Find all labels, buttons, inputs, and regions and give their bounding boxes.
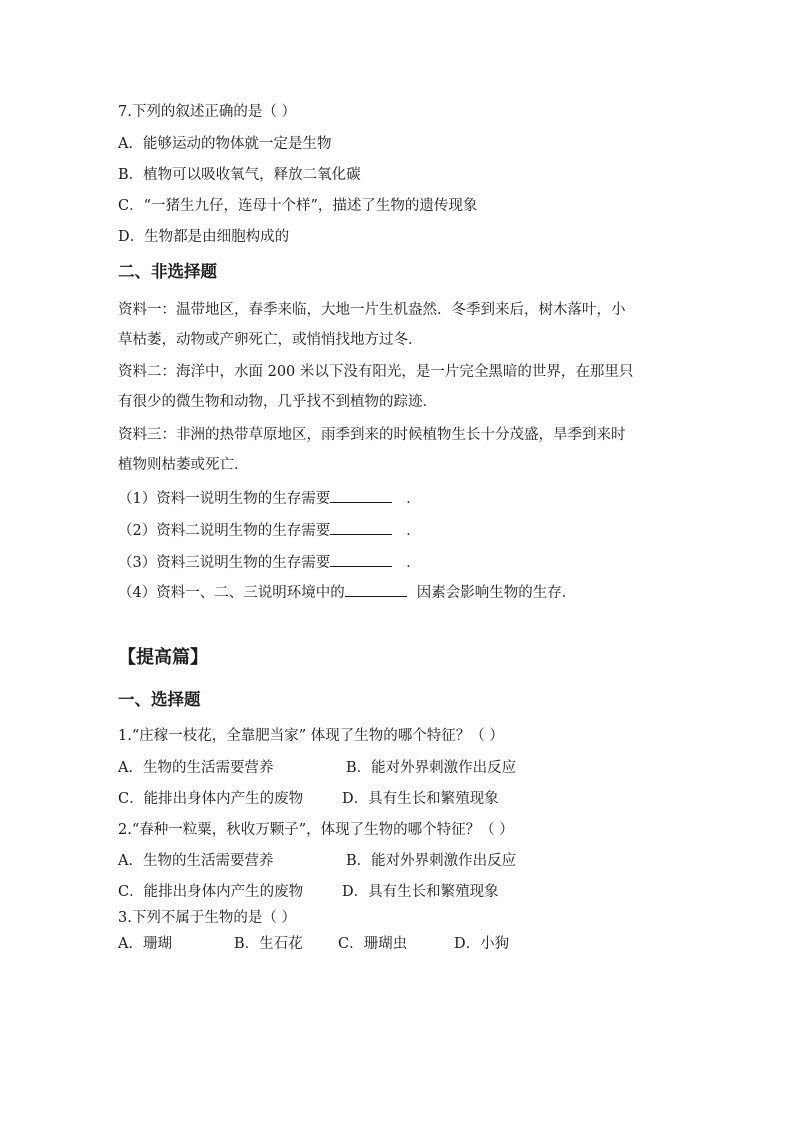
q7-stem: 7.下列的叙述正确的是（ ）	[118, 104, 296, 120]
adv-q3-stem: 3.下列不属于生物的是（ ）	[118, 910, 296, 926]
material-2-line-2: 有很少的微生物和动物，几乎找不到植物的踪迹．	[118, 394, 437, 410]
q7-option-c: C．“一猪生九仔，连母十个样”，描述了生物的遗传现象	[118, 198, 478, 214]
answer-blank	[345, 582, 407, 597]
section-heading-nonchoice: 二、非选择题	[118, 262, 217, 281]
adv-q1-stem: 1.“庄稼一枝花，全靠肥当家” 体现了生物的哪个特征？（ ）	[118, 728, 504, 744]
q7-option-a: A．能够运动的物体就一定是生物	[118, 136, 332, 152]
section-heading-choice: 一、选择题	[118, 690, 201, 709]
material-2-line-1: 资料二：海洋中，水面 200 米以下没有阳光，是一片完全黑暗的世界，在那里只	[118, 364, 634, 380]
material-1-line-1: 资料一：温带地区，春季来临，大地一片生机盎然．冬季到来后，树木落叶，小	[118, 302, 626, 318]
subquestion-1: （1）资料一说明生物的生存需要 ．	[118, 488, 421, 509]
subquestion-4: （4）资料一、二、三说明环境中的 因素会影响生物的生存．	[118, 582, 576, 603]
material-1-line-2: 草枯萎，动物或产卵死亡，或悄悄找地方过冬．	[118, 332, 423, 348]
q7-option-b: B．植物可以吸收氧气，释放二氧化碳	[118, 167, 361, 183]
answer-blank	[330, 488, 392, 503]
advanced-section-title: 【提高篇】	[118, 647, 208, 668]
material-3-line-1: 资料三：非洲的热带草原地区，雨季到来的时候植物生长十分茂盛，旱季到来时	[118, 427, 626, 443]
subquestion-3: （3）资料三说明生物的生存需要 ．	[118, 552, 421, 573]
answer-blank	[330, 520, 392, 535]
q7-option-d: D．生物都是由细胞构成的	[118, 229, 290, 245]
material-3-line-2: 植物则枯萎或死亡．	[118, 457, 249, 473]
adv-q2-stem: 2.“春种一粒粟，秋收万颗子”，体现了生物的哪个特征？（ ）	[118, 822, 514, 838]
answer-blank	[330, 552, 392, 567]
document-page: 7.下列的叙述正确的是（ ） A．能够运动的物体就一定是生物 B．植物可以吸收氧气，释放二氧化碳 C．“一猪生九仔，连母十个样”，描述了生物的遗传现象 D．生物都是由细胞构成的 二、非选择题 资料一：温带地区，春季来临，大地一片生机盎然．冬季到来后，树木落叶，小 草枯萎，动物或产卵死亡，或悄悄找地方过冬． 资料二：海洋中，水面 200 米以下没有阳光，是一片完全黑暗的世界，在那里只 有很少的微生物和动物，几乎找不到植物的踪迹． 资料三：非洲的热带草原地区，雨季到来的时候植物生长十分茂盛，旱季到来时 植物则枯萎或死亡． （1）资料一说明生物的生存需要 ． （2）资料二说明生物的生存需要 ． （3）资料三说明生物的生存需要 ． （4）资料一、二、三说明环境中的 因素会影响生物的生存． 【提高篇】 一、选择题 1.“庄稼一枝花，全靠肥当家” 体现了生物的哪个特征？（ ） A．生物的生活需要营养 B．能对外界刺激作出反应 C．能排出身体内产生的废物 D．具有生长和繁殖现象 2.“春种一粒粟，秋收万颗子”，体现了生物的哪个特征？（ ） A．生物的生活需要营养 B．能对外界刺激作出反应 C．能排出身体内产生的废物 D．具有生长和繁殖现象 3.下列不属于生物的是（ ） A．珊瑚 B．生石花 C．珊瑚虫 D．小狗	[118, 104, 634, 952]
subquestion-2: （2）资料二说明生物的生存需要 ．	[118, 520, 421, 541]
